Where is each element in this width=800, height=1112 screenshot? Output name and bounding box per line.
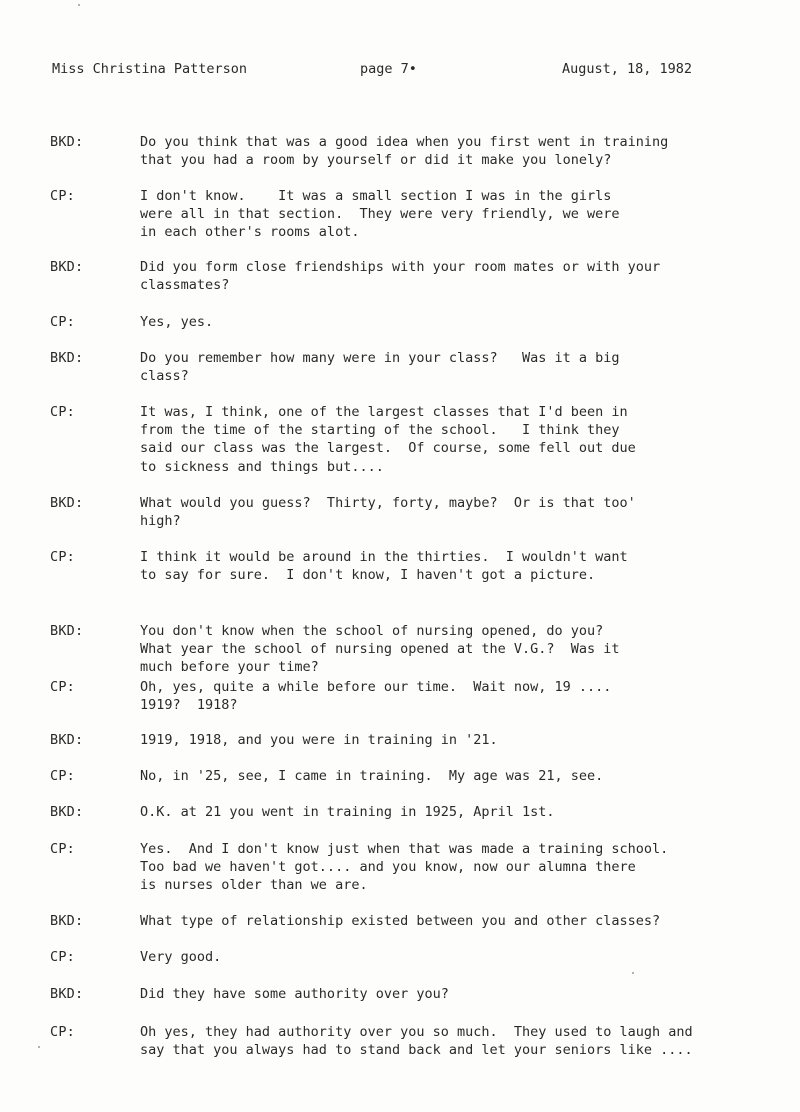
speech-line: Too bad we haven't got.... and you know, now our alumna there bbox=[140, 859, 636, 876]
speech-text bbox=[140, 494, 780, 530]
speech-text bbox=[140, 187, 780, 242]
speaker-label: BKD: bbox=[50, 350, 84, 366]
speech-line: in each other's rooms alot. bbox=[140, 224, 360, 241]
speaker-label: BKD: bbox=[50, 913, 84, 929]
speaker-label: BKD: bbox=[50, 495, 84, 511]
speech-line: 1919, 1918, and you were in training in '21. bbox=[140, 732, 498, 748]
speech-line: You don't know when the school of nursing opened, do you? bbox=[140, 623, 604, 639]
speaker-label: BKD: bbox=[50, 804, 84, 820]
speech-line: Did you form close friendships with your room mates or with your bbox=[140, 259, 661, 275]
speech-text bbox=[140, 767, 780, 785]
speech-line: Oh, yes, quite a while before our time. Wait now, 19 .... bbox=[140, 679, 612, 695]
speaker-label: CP: bbox=[50, 768, 75, 784]
speech-text bbox=[140, 133, 780, 169]
speech-line: high? bbox=[140, 513, 181, 530]
speech-line: I think it would be around in the thirties. I wouldn't want bbox=[140, 549, 628, 565]
speech-line: What year the school of nursing opened at the V.G.? Was it bbox=[140, 641, 620, 658]
speech-line: O.K. at 21 you went in training in 1925, April 1st. bbox=[140, 804, 555, 820]
speaker-label: CP: bbox=[50, 949, 75, 965]
speaker-label: CP: bbox=[50, 549, 75, 565]
speech-line: Oh yes, they had authority over you so much. They used to laugh and bbox=[140, 1024, 693, 1040]
speech-line: class? bbox=[140, 368, 189, 385]
speaker-label: BKD: bbox=[50, 259, 84, 275]
interviewee-name: Miss Christina Patterson bbox=[52, 61, 248, 77]
speech-text bbox=[140, 313, 780, 331]
speaker-label: BKD: bbox=[50, 986, 84, 1002]
speech-text bbox=[140, 548, 780, 584]
speech-text bbox=[140, 258, 780, 294]
speech-text bbox=[140, 403, 780, 476]
speech-text bbox=[140, 803, 780, 821]
speaker-label: CP: bbox=[50, 404, 75, 420]
speech-line: is nurses older than we are. bbox=[140, 877, 368, 894]
speaker-label: BKD: bbox=[50, 623, 84, 639]
speech-line: 1919? 1918? bbox=[140, 697, 238, 714]
scan-speck bbox=[38, 1046, 40, 1048]
speech-line: It was, I think, one of the largest classes that I'd been in bbox=[140, 404, 628, 420]
speech-text bbox=[140, 1023, 780, 1059]
page-number: page 7• bbox=[360, 61, 417, 77]
speech-line: to sickness and things but.... bbox=[140, 458, 384, 475]
speech-line: that you had a room by yourself or did it make you lonely? bbox=[140, 152, 612, 169]
speech-line: to say for sure. I don't know, I haven't got a picture. bbox=[140, 567, 596, 584]
speech-line: Do you remember how many were in your class? Was it a big bbox=[140, 350, 620, 366]
page-header bbox=[52, 60, 712, 80]
speaker-label: CP: bbox=[50, 679, 75, 695]
speech-line: What type of relationship existed between you and other classes? bbox=[140, 913, 661, 929]
speech-line: much before your time? bbox=[140, 659, 319, 676]
speaker-label: CP: bbox=[50, 841, 75, 857]
speech-text bbox=[140, 912, 780, 930]
speech-text bbox=[140, 678, 780, 714]
speaker-label: CP: bbox=[50, 1024, 75, 1040]
interview-date: August, 18, 1982 bbox=[562, 61, 693, 77]
speech-line: classmates? bbox=[140, 277, 230, 294]
speech-line: Very good. bbox=[140, 949, 222, 965]
speech-line: What would you guess? Thirty, forty, maybe? Or is that too' bbox=[140, 495, 636, 511]
speech-text bbox=[140, 731, 780, 749]
speaker-label: CP: bbox=[50, 314, 75, 330]
speech-line: Do you think that was a good idea when you first went in training bbox=[140, 134, 669, 150]
speech-line: Yes, yes. bbox=[140, 314, 214, 330]
speech-line: were all in that section. They were very friendly, we were bbox=[140, 206, 620, 223]
speaker-label: BKD: bbox=[50, 134, 84, 150]
scan-speck bbox=[632, 972, 634, 974]
speech-line: Yes. And I don't know just when that was made a training school. bbox=[140, 841, 669, 857]
speech-text bbox=[140, 948, 780, 966]
scan-speck bbox=[78, 4, 80, 6]
speaker-label: CP: bbox=[50, 188, 75, 204]
speech-line: No, in '25, see, I came in training. My age was 21, see. bbox=[140, 768, 604, 784]
speech-text bbox=[140, 985, 780, 1003]
speech-line: I don't know. It was a small section I was in the girls bbox=[140, 188, 612, 204]
speech-line: from the time of the starting of the school. I think they bbox=[140, 422, 620, 439]
speech-line: said our class was the largest. Of course, some fell out due bbox=[140, 440, 636, 457]
speech-line: Did they have some authority over you? bbox=[140, 986, 449, 1002]
speech-text bbox=[140, 349, 780, 385]
speaker-label: BKD: bbox=[50, 732, 84, 748]
speech-text bbox=[140, 840, 780, 895]
speech-text bbox=[140, 622, 780, 677]
speech-line: say that you always had to stand back and let your seniors like .... bbox=[140, 1042, 693, 1059]
